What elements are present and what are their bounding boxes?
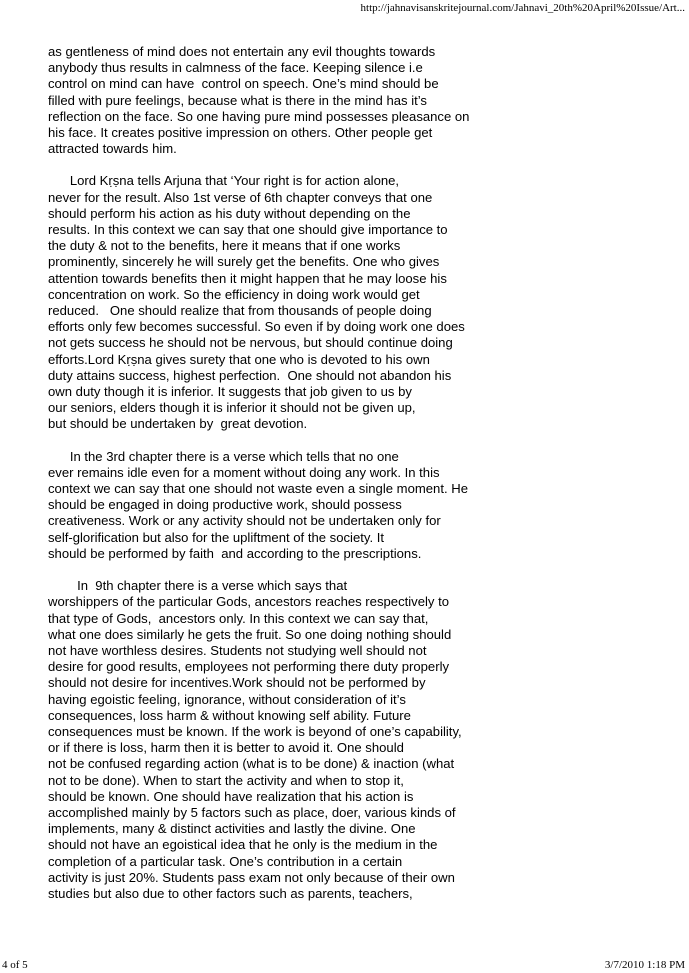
text-line: accomplished mainly by 5 factors such as place, doer, various kinds of [48,804,456,820]
text-line: not be confused regarding action (what is to be done) & inaction (what [48,756,455,772]
paragraph-gap [48,157,528,173]
text-line: implements, many & distinct activities and lastly the divine. One [48,821,416,837]
text-line: In the 3rd chapter there is a verse which tells that no one [48,448,399,464]
text-line: our seniors, elders though it is inferior it should not be given up, [48,400,416,416]
text-line: duty attains success, highest perfection. One should not abandon his [48,367,452,383]
text-line: should be performed by faith and according to the prescriptions. [48,545,422,561]
text-line: desire for good results, employees not performing there duty properly [48,659,450,675]
article-body [48,44,528,902]
text-line: not to be done). When to start the activity and when to stop it, [48,772,404,788]
text-line: ever remains idle even for a moment without doing any work. In this [48,464,440,480]
text-line: but should be undertaken by great devotion. [48,416,308,432]
paragraph-gap [48,433,528,449]
paragraph [48,173,528,432]
text-line: attention towards benefits then it might happen that he may loose his [48,270,447,286]
text-line: results. In this context we can say that one should give importance to [48,222,448,238]
text-line: what one does similarly he gets the fruit. So one doing nothing should [48,626,452,642]
paragraph [48,449,528,562]
text-line: should be engaged in doing productive work, should possess [48,497,402,513]
text-line: efforts.Lord Kṛṣna gives surety that one who is devoted to his own [48,351,430,367]
text-line: studies but also due to other factors such as parents, teachers, [48,885,413,901]
text-line: Lord Kṛṣna tells Arjuna that ‘Your right is for action alone, [48,173,400,189]
text-line: context we can say that one should not waste even a single moment. He [48,481,468,497]
text-line: having egoistic feeling, ignorance, without consideration of it’s [48,691,406,707]
paragraph [48,578,528,902]
text-line: consequences must be known. If the work is beyond of one’s capability, [48,723,462,739]
text-line: filled with pure feelings, because what is there in the mind has it’s [48,92,427,108]
paragraph-gap [48,562,528,578]
text-line: creativeness. Work or any activity should not be undertaken only for [48,513,441,529]
paragraph [48,44,528,157]
text-line: control on mind can have control on speech. One’s mind should be [48,76,439,92]
page-url-header: http://jahnavisanskritejournal.com/Jahnavi_20th%20April%20Issue/Art... [360,2,685,14]
text-line: as gentleness of mind does not entertain any evil thoughts towards [48,44,436,59]
text-line: the duty & not to the benefits, here it means that if one works [48,238,401,254]
page-number: 4 of 5 [2,959,28,971]
text-line: completion of a particular task. One’s contribution in a certain [48,853,403,869]
text-line: reduced. One should realize that from thousands of people doing [48,303,432,319]
text-line: attracted towards him. [48,141,177,157]
text-line: concentration on work. So the efficiency in doing work would get [48,286,420,302]
text-line: efforts only few becomes successful. So even if by doing work one does [48,319,465,335]
text-line: not have worthless desires. Students not studying well should not [48,642,427,658]
text-line: should not have an egoistical idea that he only is the medium in the [48,837,438,853]
text-line: anybody thus results in calmness of the face. Keeping silence i.e [48,60,423,76]
text-line: should not desire for incentives.Work should not be performed by [48,675,426,691]
text-line: own duty though it is inferior. It suggests that job given to us by [48,384,412,400]
text-line: not gets success he should not be nervous, but should continue doing [48,335,453,351]
text-line: activity is just 20%. Students pass exam not only because of their own [48,869,455,885]
text-line: prominently, sincerely he will surely get the benefits. One who gives [48,254,440,270]
text-line: In 9th chapter there is a verse which says that [48,578,348,594]
text-line: should perform his action as his duty without depending on the [48,205,411,221]
text-line: consequences, loss harm & without knowing self ability. Future [48,707,411,723]
text-line: reflection on the face. So one having pure mind possesses pleasance on [48,108,470,124]
text-line: worshippers of the particular Gods, ancestors reaches respectively to [48,594,450,610]
print-timestamp: 3/7/2010 1:18 PM [604,959,685,971]
text-line: his face. It creates positive impression on others. Other people get [48,125,433,141]
text-line: should be known. One should have realization that his action is [48,788,414,804]
text-line: never for the result. Also 1st verse of 6th chapter conveys that one [48,189,433,205]
text-line: that type of Gods, ancestors only. In this context we can say that, [48,610,429,626]
text-line: or if there is loss, harm then it is better to avoid it. One should [48,740,404,756]
text-line: self-glorification but also for the upliftment of the society. It [48,529,384,545]
